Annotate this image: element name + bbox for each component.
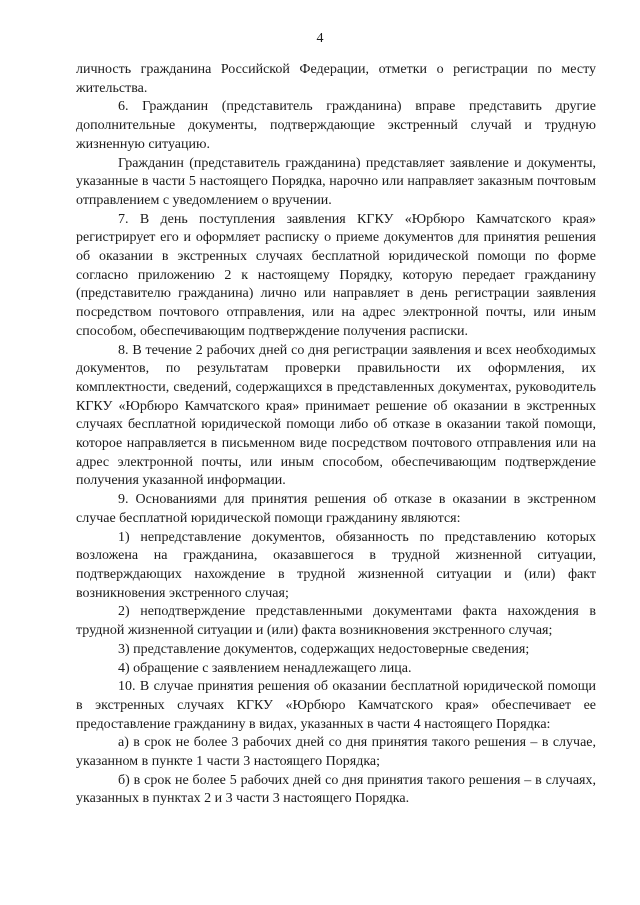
page-number: 4 xyxy=(316,31,324,46)
document-body xyxy=(76,61,596,809)
paragraph-item-8: 8. В течение 2 рабочих дней со дня регистрации заявления и всех необходимых документов, по результатам проверки правильности их оформления, их комплектности, сведений, содержащихся в представленных документах, руководитель КГКУ «Юрбюро Камчатского края» принимает решение об оказании в экстренных случаях бесплатной юридической помощи либо об отказе в оказании такой помощи, которое направляется в письменном виде посредством почтового отправления или на адрес электронной почты, или иным способом, обеспечивающим подтверждение получения указанной информации. xyxy=(76,342,596,489)
paragraph-item-10-b: б) в срок не более 5 рабочих дней со дня принятия такого решения – в случаях, указанных в пунктах 2 и 3 части 3 настоящего Порядка. xyxy=(76,772,596,807)
paragraph-item-9: 9. Основаниями для принятия решения об отказе в оказании в экстренном случае бесплатной юридической помощи гражданину являются: xyxy=(76,492,596,526)
paragraph-item-9-2: 2) неподтверждение представленными документами факта нахождения в трудной жизненной ситуации и (или) факта возникновения экстренного случая; xyxy=(76,604,596,639)
paragraph-item-7: 7. В день поступления заявления КГКУ «Юрбюро Камчатского края» регистрирует его и оформляет расписку о приеме документов для принятия решения об оказании в экстренных случаях бесплатной юридической помощи по форме согласно приложению 2 к настоящему Порядку, которую передает гражданину (представителю гражданина) лично или направляет в день регистрации заявления посредством почтового отправления, или на адрес электронной почты, или иным способом, обеспечивающим подтверждение получения расписки. xyxy=(76,211,596,339)
paragraph-continuation: личность гражданина Российской Федерации, отметки о регистрации по месту жительства. xyxy=(76,62,596,96)
paragraph-item-9-1: 1) непредставление документов, обязанность по представлению которых возложена на гражданина, оказавшегося в трудной жизненной ситуации, подтверждающих нахождение в трудной жизненной ситуации и (или) факт возникновения экстренного случая; xyxy=(76,529,596,601)
paragraph-submission: Гражданин (представитель гражданина) представляет заявление и документы, указанные в части 5 настоящего Порядка, нарочно или направляет заказным почтовым отправлением с уведомлением о вручении. xyxy=(76,155,596,208)
paragraph-item-10: 10. В случае принятия решения об оказании бесплатной юридической помощи в экстренных случаях КГКУ «Юрбюро Камчатского края» обеспечивает ее предоставление гражданину в видах, указанных в части 4 настоящего Порядка: xyxy=(76,679,596,732)
paragraph-item-9-3: 3) представление документов, содержащих недостоверные сведения; xyxy=(118,641,530,657)
paragraph-item-9-4: 4) обращение с заявлением ненадлежащего лица. xyxy=(118,660,412,676)
paragraph-item-10-a: а) в срок не более 3 рабочих дней со дня принятия такого решения – в случае, указанном в пункте 1 части 3 настоящего Порядка; xyxy=(76,735,596,770)
paragraph-item-6: 6. Гражданин (представитель гражданина) вправе представить другие дополнительные документы, подтверждающие экстренный случай и трудную жизненную ситуацию. xyxy=(76,99,596,152)
